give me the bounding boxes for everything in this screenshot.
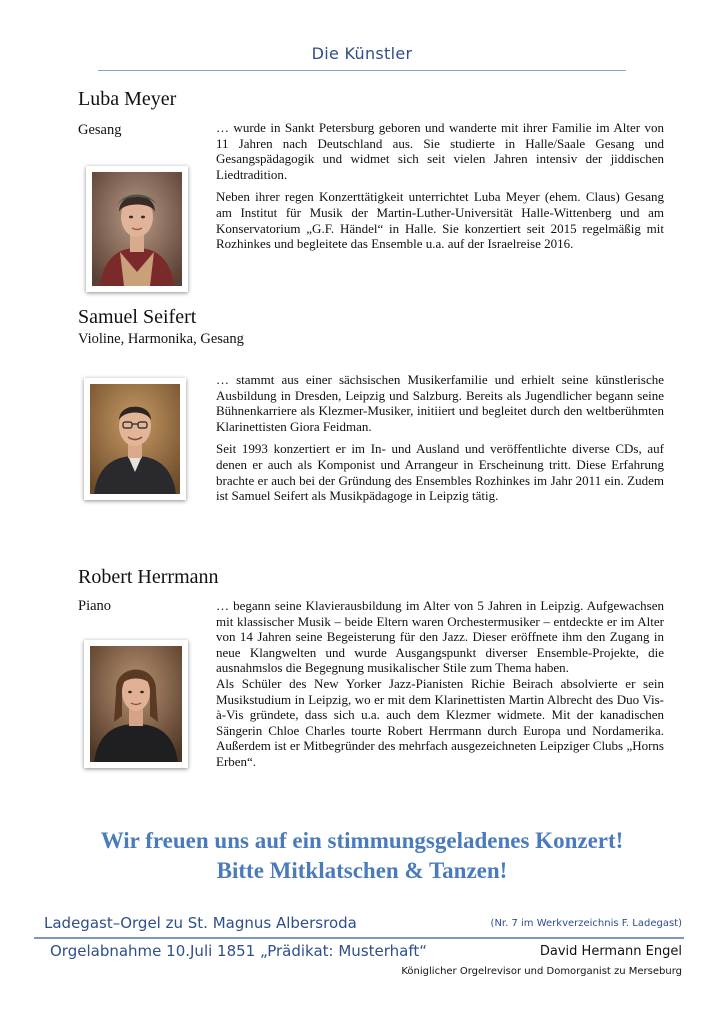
bio-paragraph: … begann seine Klavierausbildung im Alter von 5 Jahren in Leipzig. Aufgewachsen mit klassischer Musik – beide Eltern waren Orchestermusiker – entdeckte er im Alter von 14 Jahren seine Begeisterung für den Jazz. Dieser eröffnete ihm den Zugang in neue Klangwelten und wurde Ausgangspunkt diverser Ensemble-Projekte, die ausnahmslos die Begegnung musikalischer Stile zum Thema haben.	[216, 598, 664, 676]
footer-divider	[34, 937, 684, 939]
portrait-image	[90, 384, 180, 494]
title-divider	[98, 70, 626, 71]
bio-paragraph: … wurde in Sankt Petersburg geboren und wanderte mit ihrer Familie im Alter von 11 Jahren nach Deutschland aus. Sie studierte in Halle/Saale Gesang und Gesangspädagogik und widmet sich seit vielen Jahren intensiv der jiddischen Liedtradition.	[216, 120, 664, 182]
footer-person-title: Königlicher Orgelrevisor und Domorganist zu Merseburg	[401, 966, 682, 977]
artist-role: Piano	[78, 598, 112, 614]
artist-bio	[216, 598, 664, 770]
slogan-line-2: Bitte Mitklatschen & Tanzen!	[216, 858, 508, 883]
footer-catalog-note: (Nr. 7 im Werkverzeichnis F. Ladegast)	[490, 918, 682, 929]
bio-paragraph: Seit 1993 konzertiert er im In- und Ausland und veröffentlichte diverse CDs, auf denen er auch als Komponist und Arrangeur in Erscheinung tritt. Diese Erfahrung brachte er auch bei der Gründung des Ensembles Rozhinkes im Jahr 2011 ein. Zudem ist Samuel Seifert als Musikpädagoge in Leipzig tätig.	[216, 441, 664, 504]
artist-bio	[216, 120, 664, 259]
artist-name: Luba Meyer	[78, 88, 177, 110]
artist-photo	[86, 166, 188, 292]
footer-acceptance: Orgelabnahme 10.Juli 1851 „Prädikat: Musterhaft“	[50, 942, 428, 960]
portrait-image	[92, 172, 182, 286]
footer-organ: Ladegast–Orgel zu St. Magnus Albersroda	[44, 914, 357, 932]
bio-paragraph: Als Schüler des New Yorker Jazz-Pianisten Richie Beirach absolvierte er sein Musikstudium in Leipzig, wo er mit dem Klarinettisten Martin Albrecht des Duo Vis-à-Vis gründete, dass sich u.a. auch dem Klezmer widmete. Mit der kanadischen Sängerin Chloe Charles tourte Robert Herrmann durch Europa und Nordamerika. Außerdem ist er Mitbegründer des mehrfach ausgezeichneten Leipziger Clubs „Horns Erben“.	[216, 675, 664, 769]
artist-name: Samuel Seifert	[78, 306, 197, 328]
artist-photo	[84, 640, 188, 768]
footer-person-name: David Hermann Engel	[539, 944, 682, 959]
artist-role: Violine, Harmonika, Gesang	[78, 331, 244, 347]
artist-photo	[84, 378, 186, 500]
slogan-line-1: Wir freuen uns auf ein stimmungsgeladenes Konzert!	[100, 828, 624, 853]
page-title: Die Künstler	[311, 44, 413, 63]
slogan	[0, 826, 724, 886]
bio-paragraph: … stammt aus einer sächsischen Musikerfamilie und erhielt seine künstlerische Ausbildung in Dresden, Leipzig und Salzburg. Bereits als Jugendlicher begann seine Bühnenkarriere als Klezmer-Musiker, initiiert und begleitet durch den weltberühmten Klarinettisten Giora Feidman.	[216, 372, 664, 434]
artist-bio	[216, 372, 664, 511]
portrait-image	[90, 646, 182, 762]
artist-role: Gesang	[78, 122, 122, 138]
bio-paragraph: Neben ihrer regen Konzerttätigkeit unterrichtet Luba Meyer (ehem. Claus) Gesang am Institut für Musik der Martin-Luther-Universität Halle-Wittenberg und am Konservatorium „G.F. Händel“ in Halle. Sie konzertiert seit 2015 regelmäßig mit Rozhinkes und begleitete das Ensemble u.a. auf der Israelreise 2016.	[216, 189, 664, 252]
artist-name: Robert Herrmann	[78, 566, 219, 588]
